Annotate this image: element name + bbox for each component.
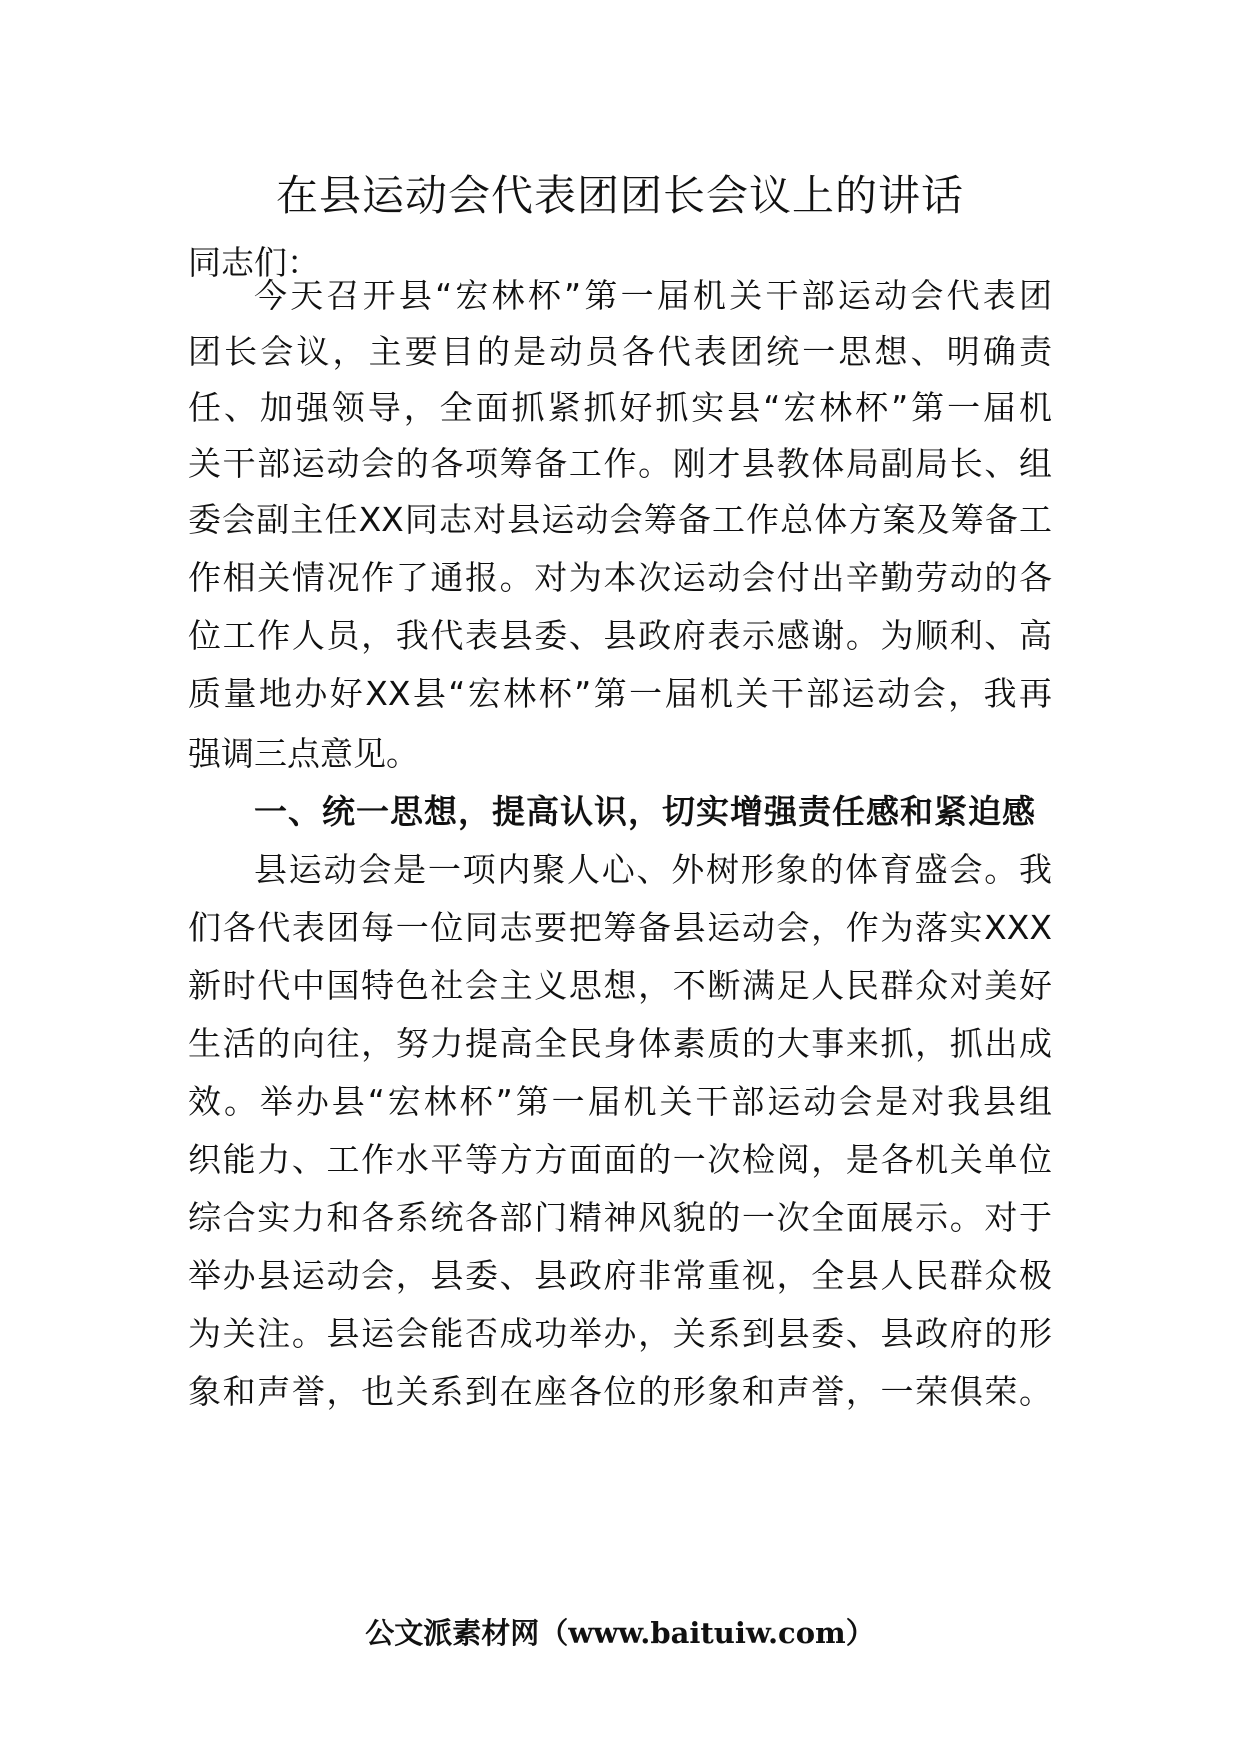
- paragraph-2-line: 们各代表团每一位同志要把筹备县运动会，作为落实XXX: [188, 908, 1052, 947]
- paragraph-2-line: 象和声誉，也关系到在座各位的形象和声誉，一荣俱荣。: [188, 1372, 1052, 1411]
- paragraph-2-line: 生活的向往，努力提高全民身体素质的大事来抓，抓出成: [188, 1024, 1052, 1063]
- paragraph-1-line: 关干部运动会的各项筹备工作。刚才县教体局副局长、组: [188, 444, 1052, 483]
- paragraph-2-line: 新时代中国特色社会主义思想，不断满足人民群众对美好: [188, 966, 1052, 1005]
- document-title: 在县运动会代表团团长会议上的讲话: [275, 171, 964, 220]
- paragraph-1-line: 任、加强领导，全面抓紧抓好抓实县“宏林杯”第一届机: [188, 388, 1052, 427]
- paragraph-2-line: 举办县运动会，县委、县政府非常重视，全县人民群众极: [188, 1256, 1052, 1295]
- footer-watermark-text: 公文派素材网（www.baituiw.com）: [365, 1616, 875, 1650]
- section-heading-1: 一、统一思想，提高认识，切实增强责任感和紧迫感: [254, 792, 1036, 831]
- paragraph-2-line: 综合实力和各系统各部门精神风貌的一次全面展示。对于: [188, 1198, 1052, 1237]
- paragraph-1-line: 位工作人员，我代表县委、县政府表示感谢。为顺利、高: [188, 616, 1052, 655]
- paragraph-2-line: 织能力、工作水平等方方面面的一次检阅，是各机关单位: [188, 1140, 1052, 1179]
- paragraph-1-line: 团长会议，主要目的是动员各代表团统一思想、明确责: [188, 332, 1052, 371]
- paragraph-1-line: 强调三点意见。: [188, 734, 419, 773]
- paragraph-2-line: 效。举办县“宏林杯”第一届机关干部运动会是对我县组: [188, 1082, 1052, 1121]
- paragraph-1-line: 今天召开县“宏林杯”第一届机关干部运动会代表团: [254, 276, 1052, 315]
- paragraph-1-line: 委会副主任XX同志对县运动会筹备工作总体方案及筹备工: [188, 500, 1052, 539]
- paragraph-1-line: 质量地办好XX县“宏林杯”第一届机关干部运动会，我再: [188, 674, 1052, 713]
- paragraph-1-line: 作相关情况作了通报。对为本次运动会付出辛勤劳动的各: [188, 558, 1052, 597]
- paragraph-2-line: 县运动会是一项内聚人心、外树形象的体育盛会。我: [254, 850, 1052, 889]
- salutation: 同志们：: [188, 243, 320, 282]
- paragraph-2-line: 为关注。县运会能否成功举办，关系到县委、县政府的形: [188, 1314, 1052, 1353]
